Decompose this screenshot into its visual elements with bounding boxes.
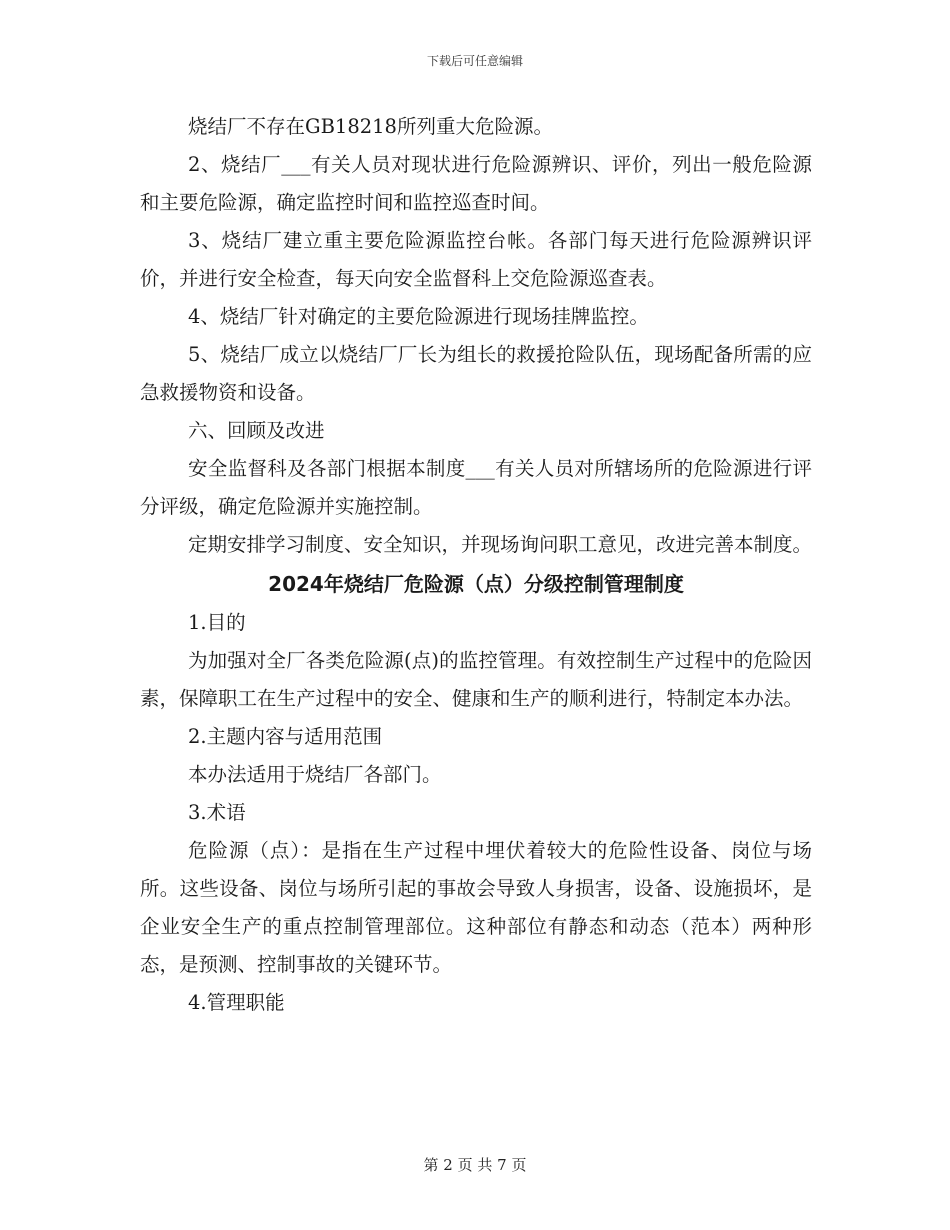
subsection-heading: 1.目的 (188, 611, 246, 634)
paragraph: 2、烧结厂___有关人员对现状进行危险源辨识、评价，列出一般危险源和主要危险源，确定监控时间和监控巡查时间。 (140, 153, 812, 214)
page-number: 第 2 页 共 7 页 (423, 1156, 527, 1174)
section-heading: 六、回顾及改进 (188, 419, 325, 442)
paragraph: 危险源（点）：是指在生产过程中埋伏着较大的危险性设备、岗位与场所。这些设备、岗位与场所引起的事故会导致人身损害，设备、设施损坏，是企业安全生产的重点控制管理部位。这种部位有静态和动态（范本）两种形态，是预测、控制事故的关键环节。 (140, 839, 812, 976)
paragraph: 定期安排学习制度、安全知识，并现场询问职工意见，改进完善本制度。 (188, 533, 813, 556)
subsection-heading: 3.术语 (188, 801, 246, 824)
paragraph: 3、烧结厂建立重主要危险源监控台帐。各部门每天进行危险源辨识评价，并进行安全检查，每天向安全监督科上交危险源巡查表。 (140, 229, 812, 290)
subsection-heading: 4.管理职能 (188, 991, 285, 1014)
document-body (140, 108, 812, 1022)
document-title: 2024年烧结厂危险源（点）分级控制管理制度 (268, 572, 684, 596)
paragraph: 5、烧结厂成立以烧结厂厂长为组长的救援抢险队伍，现场配备所需的应急救援物资和设备。 (140, 343, 812, 404)
paragraph: 本办法适用于烧结厂各部门。 (188, 763, 442, 786)
page-header-note: 下载后可任意编辑 (426, 54, 523, 68)
paragraph: 为加强对全厂各类危险源(点)的监控管理。有效控制生产过程中的危险因素，保障职工在生产过程中的安全、健康和生产的顺利进行，特制定本办法。 (140, 649, 812, 710)
paragraph: 4、烧结厂针对确定的主要危险源进行现场挂牌监控。 (188, 305, 649, 328)
paragraph: 安全监督科及各部门根据本制度___有关人员对所辖场所的危险源进行评分评级，确定危险源并实施控制。 (140, 457, 812, 518)
paragraph: 烧结厂不存在GB18218所列重大危险源。 (188, 115, 553, 138)
subsection-heading: 2.主题内容与适用范围 (188, 725, 383, 748)
